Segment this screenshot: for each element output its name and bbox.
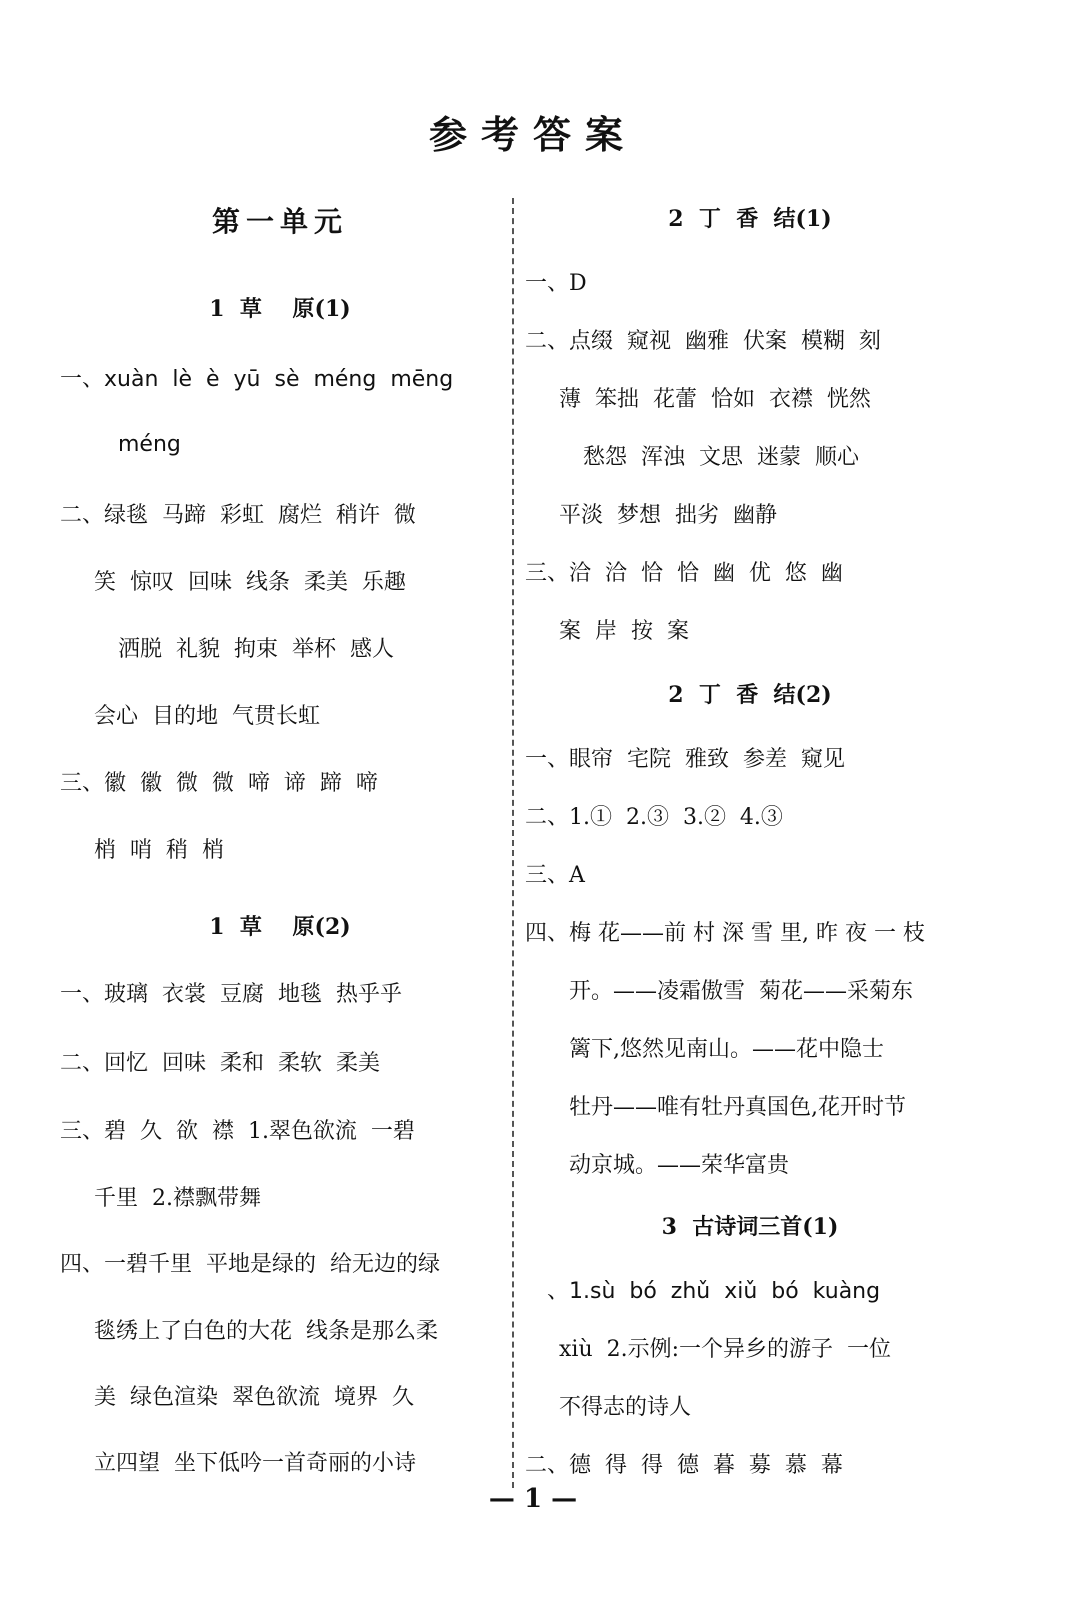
- answer-line: 四、一碧千里 平地是绿的 给无边的绿: [60, 1252, 440, 1277]
- answer-line: 二、点缀 窥视 幽雅 伏案 模糊 刻: [525, 329, 881, 354]
- answer-line: xiù 2.示例:一个异乡的游子 一位: [559, 1337, 891, 1362]
- answer-line: 动京城。——荣华富贵: [569, 1153, 790, 1178]
- answer-line: 、1.sù bó zhǔ xiǔ bó kuàng: [547, 1279, 881, 1304]
- answer-line: 二、回忆 回味 柔和 柔软 柔美: [60, 1051, 380, 1076]
- answer-line: 篱下,悠然见南山。——花中隐士: [569, 1037, 884, 1062]
- answer-line: 二、德 得 得 德 暮 募 慕 幕: [525, 1453, 843, 1478]
- lesson-heading: 1 草 原(1): [209, 296, 351, 322]
- answer-line: 梢 哨 稍 梢: [94, 838, 224, 863]
- answer-line: 案 岸 按 案: [559, 619, 689, 644]
- answer-line: 开。——凌霜傲雪 菊花——采菊东: [569, 979, 913, 1004]
- answer-line: 洒脱 礼貌 拘束 举杯 感人: [118, 637, 394, 662]
- answer-line: 毯绣上了白色的大花 线条是那么柔: [94, 1319, 438, 1344]
- answer-line: 二、1.① 2.③ 3.② 4.③: [525, 805, 783, 830]
- answer-line: 立四望 坐下低吟一首奇丽的小诗: [94, 1451, 416, 1476]
- answer-line: 一、D: [525, 271, 587, 296]
- lesson-heading: 1 草 原(2): [209, 914, 351, 940]
- answer-line: 会心 目的地 气贯长虹: [94, 704, 320, 729]
- answer-line: 三、徽 徽 微 微 啼 谛 蹄 啼: [60, 771, 378, 796]
- answer-line: 三、碧 久 欲 襟 1.翠色欲流 一碧: [60, 1119, 415, 1144]
- answer-line: méng: [118, 432, 181, 457]
- lesson-heading: 3 古诗词三首(1): [661, 1214, 839, 1240]
- answer-line: 美 绿色渲染 翠色欲流 境界 久: [94, 1385, 414, 1410]
- answer-line: 千里 2.襟飘带舞: [94, 1186, 261, 1211]
- answer-line: 笑 惊叹 回味 线条 柔美 乐趣: [94, 570, 406, 595]
- answer-line: 牡丹——唯有牡丹真国色,花开时节: [569, 1095, 906, 1120]
- column-divider: [512, 198, 514, 1488]
- answer-line: 不得志的诗人: [559, 1395, 692, 1420]
- answer-line: 四、梅 花——前 村 深 雪 里, 昨 夜 一 枝: [525, 921, 925, 946]
- answer-line: 愁怨 浑浊 文思 迷蒙 顺心: [583, 445, 859, 470]
- answer-line: 平淡 梦想 拙劣 幽静: [559, 503, 777, 528]
- answer-line: 薄 笨拙 花蕾 恰如 衣襟 恍然: [559, 387, 871, 412]
- answer-line: 一、眼帘 宅院 雅致 参差 窥见: [525, 747, 845, 772]
- unit-title: 第一单元: [211, 205, 348, 238]
- page-number: — 1 —: [488, 1484, 578, 1514]
- answer-line: 一、xuàn lè è yū sè méng mēng: [60, 367, 454, 392]
- page-title: 参考答案: [428, 112, 637, 157]
- lesson-heading: 2 丁 香 结(2): [668, 682, 832, 708]
- answer-line: 一、玻璃 衣裳 豆腐 地毯 热乎乎: [60, 982, 402, 1007]
- answer-line: 三、洽 洽 恰 恰 幽 优 悠 幽: [525, 561, 843, 586]
- answer-line: 二、绿毯 马蹄 彩虹 腐烂 稍许 微: [60, 503, 416, 528]
- answer-line: 三、A: [525, 863, 585, 888]
- lesson-heading: 2 丁 香 结(1): [668, 206, 832, 232]
